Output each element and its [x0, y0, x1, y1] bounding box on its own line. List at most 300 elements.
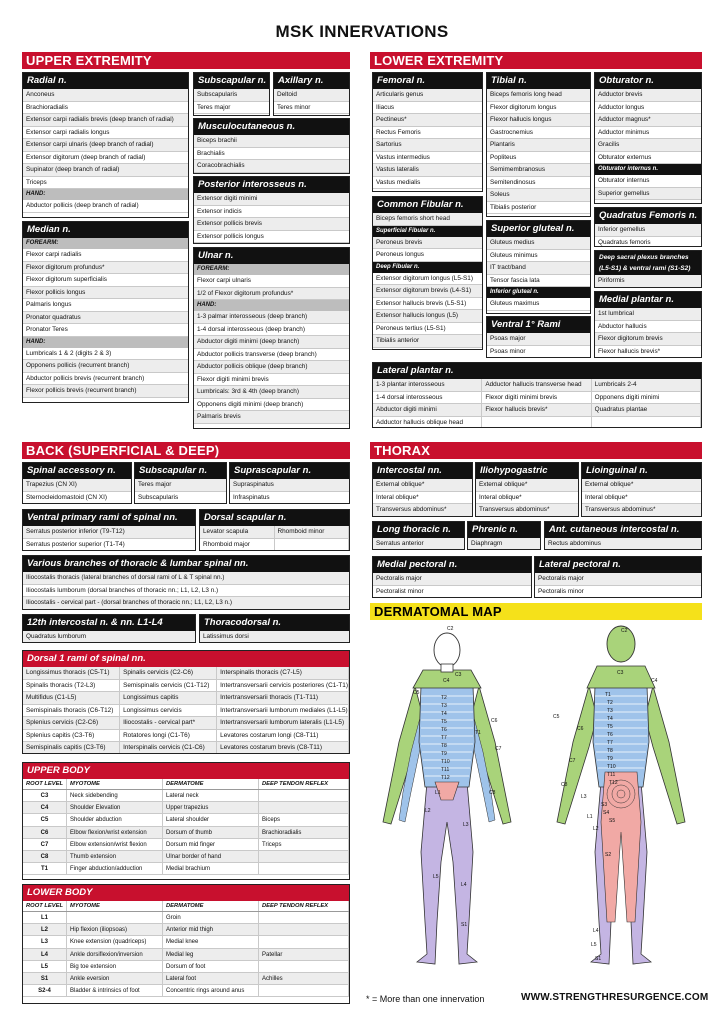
deep-sacral-box [594, 250, 702, 288]
list-item: Abductor digiti minimi [373, 404, 481, 417]
list-item: Spinalis cervicis (C2-C6) [120, 667, 216, 680]
list-item: Abductor pollicis transverse (deep branch) [194, 349, 349, 362]
dermatome-label: C4 [443, 678, 450, 684]
list-item: Flexor digiti minimi brevis [482, 392, 590, 405]
list-item: Extensor carpi radialis brevis (deep branch of radial) [23, 114, 188, 127]
list-item: Serratus anterior [373, 538, 464, 550]
ulnar-title: Ulnar n. [194, 248, 349, 264]
list-item: Popliteus [487, 152, 590, 165]
table-cell: S2-4 [23, 985, 67, 996]
sub-heading: HAND: [23, 189, 188, 200]
femoral-title: Femoral n. [373, 73, 482, 89]
sub-heading: HAND: [23, 337, 188, 348]
table-cell: Neck sidebending [67, 790, 163, 801]
list-item: Longissimus capitis [120, 692, 216, 705]
table-cell: Hip flexion (iliopsoas) [67, 924, 163, 935]
list-item: Rotatores longi (C1-T6) [120, 730, 216, 743]
lower-extremity-header: LOWER EXTREMITY [370, 52, 702, 69]
table-cell: Shoulder abduction [67, 814, 163, 825]
sub-heading: Inferior gluteal n. [487, 287, 590, 298]
list-item: Lumbricals: 3rd & 4th (deep branch) [194, 386, 349, 399]
table-cell: Lateral foot [163, 973, 259, 984]
dermatome-label: C6 [577, 726, 584, 732]
thoracodorsal-title: Thoracodorsal n. [200, 615, 349, 631]
list-item: Interspinalis thoracis (C7-L5) [217, 667, 348, 680]
list-item: Opponens digiti minimi [592, 392, 700, 405]
list-item: Biceps femoris long head [487, 89, 590, 102]
dermatome-label: T4 [607, 716, 613, 722]
list-item: Flexor digiti minimi brevis [194, 374, 349, 387]
dermatome-label: T12 [441, 775, 450, 781]
axillary-title: Axillary n. [274, 73, 349, 89]
list-item: Spinalis thoracis (T2-L3) [23, 680, 119, 693]
list-item: Semimembranosus [487, 164, 590, 177]
medial-pectoral-box [372, 556, 532, 598]
table-cell: Medial leg [163, 949, 259, 960]
spinal-accessory-box [22, 462, 132, 504]
fibular-title: Common Fibular n. [373, 197, 482, 213]
dermatome-label: T9 [441, 751, 447, 757]
list-item: Extensor hallucis longus (L5) [373, 310, 482, 323]
list-item: Teres major [194, 102, 269, 115]
lateral-plantar-box [372, 362, 702, 428]
table-row [23, 839, 349, 851]
table-row [23, 973, 349, 985]
list-item: Abductor pollicis brevis (recurrent branch) [23, 373, 188, 386]
column-header: DERMATOME [163, 779, 259, 789]
ventral-title: Ventral 1° Rami [487, 317, 590, 333]
back-subscapular-box [134, 462, 227, 504]
iliohypo-title: Iliohypogastric [476, 463, 578, 479]
column-header: DEEP TENDON REFLEX [259, 901, 349, 911]
iliohypogastric-box [475, 462, 579, 517]
table-cell: C5 [23, 814, 67, 825]
list-item: Pectineus* [373, 114, 482, 127]
list-item: Brachioradialis [23, 102, 188, 115]
table-cell [259, 961, 349, 972]
list-item: Extensor pollicis longus [194, 231, 349, 244]
list-item: Intertransversarii cervicis posteriores (C1-T1) [217, 680, 348, 693]
list-item: Obturator externus [595, 152, 701, 165]
list-item: Vastus medialis [373, 177, 482, 190]
dermatome-label: L5 [433, 874, 439, 880]
dermatome-label: T4 [441, 711, 447, 717]
list-item: Rhomboid minor [275, 526, 349, 539]
dermatome-label: C2 [447, 626, 454, 632]
list-item: Adductor magnus* [595, 114, 701, 127]
dermatome-label: C4 [651, 678, 658, 684]
table-cell [259, 924, 349, 935]
list-item: Levatores costarum brevis (C8-T11) [217, 742, 348, 754]
table-row [23, 827, 349, 839]
dermatome-label: S4 [603, 810, 610, 816]
dermatome-label: T6 [607, 732, 613, 738]
list-item: Teres minor [274, 102, 349, 115]
list-item: Gluteus minimus [487, 250, 590, 263]
list-item: Tibialis anterior [373, 335, 482, 348]
intercostal-box [372, 462, 473, 517]
list-item: Serratus posterior inferior (T9-T12) [23, 526, 195, 539]
list-item: Abductor digiti minimi (deep branch) [194, 336, 349, 349]
list-item: Iliacus [373, 102, 482, 115]
list-item: Extensor indicis [194, 206, 349, 219]
list-item: Adductor hallucis oblique head [373, 417, 481, 429]
list-item: Biceps brachii [194, 135, 349, 148]
list-item: Rhomboid major [200, 539, 274, 552]
medial-plantar-box [594, 291, 702, 358]
list-item: Trapezius (CN XI) [23, 479, 131, 492]
list-item: Semispinalis cervicis (C1-T12) [120, 680, 216, 693]
list-item: Pectoralist minor [373, 586, 531, 599]
superior-gluteal-box [486, 220, 591, 314]
table-cell: Upper trapezius [163, 802, 259, 813]
list-item: Infraspinatus [230, 492, 349, 505]
dermatome-label: T5 [607, 724, 613, 730]
list-item: Flexor digitorum longus [487, 102, 590, 115]
dermatome-label: L5 [591, 942, 597, 948]
dermatomal-map-figure [365, 622, 710, 984]
list-item: Pectoralis major [373, 573, 531, 586]
table-cell: Dorsum of foot [163, 961, 259, 972]
table-row [23, 961, 349, 973]
ventral-rami-box [486, 316, 591, 358]
dermatome-label: T5 [441, 719, 447, 725]
list-item: Latissimus dorsi [200, 631, 349, 643]
table-row [23, 790, 349, 802]
dorsal-rami-box [22, 650, 350, 754]
table-cell: Ankle dorsiflexion/inversion [67, 949, 163, 960]
list-item: Semispinalis thoracis (C6-T12) [23, 705, 119, 718]
median-nerve-box [22, 221, 189, 403]
list-item: Serratus posterior superior (T1-T4) [23, 539, 195, 552]
dermatome-label: C3 [455, 672, 462, 678]
sub-heading: FOREARM: [194, 264, 349, 275]
axillary-box [273, 72, 350, 116]
list-item: Inferior gemellus [595, 224, 701, 237]
list-item: Triceps [23, 177, 188, 190]
list-item: Tensor fascia lata [487, 275, 590, 288]
list-item: Extensor digiti minimi [194, 193, 349, 206]
list-item: Flexor pollicis brevis (recurrent branch) [23, 385, 188, 398]
various-branches-box [22, 555, 350, 610]
list-item: Coracobrachialis [194, 160, 349, 173]
footnote: * = More than one innervation [366, 994, 485, 1004]
obturator-title: Obturator n. [595, 73, 701, 89]
dermatome-label: S3 [601, 802, 608, 808]
dermatome-label: T10 [441, 759, 450, 765]
dermatome-label: S5 [609, 818, 616, 824]
list-item: Abductor pollicis (deep branch of radial) [23, 200, 188, 213]
dermatome-label: T11 [607, 772, 616, 778]
list-item: Extensor digitorum longus (L5-S1) [373, 273, 482, 286]
table-cell: L2 [23, 924, 67, 935]
column-header: ROOT LEVEL [23, 901, 67, 911]
dermatome-label: C7 [569, 758, 576, 764]
list-item: Lumbricals 2-4 [592, 379, 700, 392]
table-cell: Groin [163, 912, 259, 923]
list-item: Quadratus plantae [592, 404, 700, 417]
dermatome-label: L4 [593, 928, 599, 934]
dermatome-label: T1 [475, 730, 481, 736]
column-header: DEEP TENDON REFLEX [259, 779, 349, 789]
list-item: Peroneus tertius (L5-S1) [373, 323, 482, 336]
list-item: IT tract/band [487, 262, 590, 275]
dermatome-label: T2 [607, 700, 613, 706]
list-item: Pronator quadratus [23, 312, 188, 325]
table-row [23, 814, 349, 826]
dermatome-label: C7 [495, 746, 502, 752]
dermatomal-map-header: DERMATOMAL MAP [370, 603, 702, 620]
list-item: Palmaris brevis [194, 411, 349, 424]
dermatome-label: C2 [621, 628, 628, 634]
list-item: Extensor carpi radialis longus [23, 127, 188, 140]
ilioing-title: Lioinguinal n. [582, 463, 701, 479]
quadratus-femoris-box [594, 207, 702, 247]
lowerbody-title: LOWER BODY [23, 885, 349, 901]
list-item: Deltoid [274, 89, 349, 102]
latplant-title: Lateral plantar n. [373, 363, 701, 379]
ant-cutaneous-box [544, 521, 702, 550]
website-url[interactable]: WWW.STRENGTHRESURGENCE.COM [521, 992, 709, 1003]
dermatome-label: C8 [489, 790, 496, 796]
list-item: Levatores costarum longi (C8-T11) [217, 730, 348, 743]
table-cell: Ulnar border of hand [163, 851, 259, 862]
column-header: ROOT LEVEL [23, 779, 67, 789]
dermatome-label: L4 [461, 882, 467, 888]
suprascapular-box [229, 462, 350, 504]
list-item: Supinator (deep branch of radial) [23, 164, 188, 177]
table-cell: L5 [23, 961, 67, 972]
list-item: Tibialis posterior [487, 202, 590, 215]
table-cell [259, 985, 349, 996]
list-item: Iliocostalis lumborum (dorsal branches of thoracic nn.; L1, L2, L3 n.) [23, 585, 349, 598]
dermatome-label: S2 [605, 852, 612, 858]
table-cell: Ankle eversion [67, 973, 163, 984]
dermatome-label: T11 [441, 767, 450, 773]
table-cell: Thumb extension [67, 851, 163, 862]
list-item: Opponens digiti minimi (deep branch) [194, 399, 349, 412]
various-title: Various branches of thoracic & lumbar spinal nn. [23, 556, 349, 572]
list-item: Flexor carpi radialis [23, 249, 188, 262]
thorax-header: THORAX [370, 442, 702, 459]
list-item: Quadratus lumborum [23, 631, 195, 643]
list-item: Interal oblique* [373, 492, 472, 505]
list-item: 1-4 dorsal interosseous [373, 392, 481, 405]
table-row [23, 912, 349, 924]
list-item: 1-3 plantar interosseous [373, 379, 481, 392]
list-item: Palmaris longus [23, 299, 188, 312]
list-item: External oblique* [582, 479, 701, 492]
table-cell: Elbow extension/wrist flexion [67, 839, 163, 850]
list-item: Flexor hallucis brevis* [482, 404, 590, 417]
back-body-figure [557, 626, 685, 964]
list-item: Superior gemellus [595, 188, 701, 201]
table-cell: C7 [23, 839, 67, 850]
dermatome-label: C8 [561, 782, 568, 788]
list-item: Extensor digitorum (deep branch of radial) [23, 152, 188, 165]
medplant-title: Medial plantar n. [595, 292, 701, 308]
dermatome-label: T6 [441, 727, 447, 733]
sacral-title: Deep sacral plexus branches (L5-S1) & ventral rami (S1-S2) [595, 251, 701, 275]
upperbody-title: UPPER BODY [23, 763, 349, 779]
list-item: Iliocostalis - cervical part* [120, 717, 216, 730]
list-item: Vastus intermedius [373, 152, 482, 165]
list-item: Multifidus (C1-L5) [23, 692, 119, 705]
back-subscap-title: Subscapular n. [135, 463, 226, 479]
list-item: Psoas major [487, 333, 590, 346]
lower-body-table [22, 884, 350, 1004]
list-item: Gastrocnemius [487, 127, 590, 140]
table-cell [259, 851, 349, 862]
list-item: External oblique* [373, 479, 472, 492]
table-cell [259, 912, 349, 923]
dermatome-label: S1 [461, 922, 468, 928]
list-item: Brachialis [194, 148, 349, 161]
table-cell: Anterior mid thigh [163, 924, 259, 935]
dermatome-label: L3 [463, 822, 469, 828]
quadfem-title: Quadratus Femoris n. [595, 208, 701, 224]
table-cell: Medial brachium [163, 863, 259, 874]
list-item: Flexor carpi ulnaris [194, 275, 349, 288]
dermatome-label: T2 [441, 695, 447, 701]
list-item: 1/2 of Flexor digitorum profundus* [194, 288, 349, 301]
dermatome-label: L2 [425, 808, 431, 814]
list-item: Peroneus longus [373, 249, 482, 262]
posterior-title: Posterior interosseus n. [194, 177, 349, 193]
sub-heading: FOREARM: [23, 238, 188, 249]
list-item: Extensor pollicis brevis [194, 218, 349, 231]
table-cell: S1 [23, 973, 67, 984]
table-cell: Patellar [259, 949, 349, 960]
table-cell [67, 912, 163, 923]
list-item: Splenius capitis (C3-T6) [23, 730, 119, 743]
radial-title: Radial n. [23, 73, 188, 89]
dermatome-label: C6 [491, 718, 498, 724]
table-cell: C4 [23, 802, 67, 813]
list-item: Transversus abdominus* [373, 504, 472, 517]
list-item: Flexor digitorum brevis [595, 333, 701, 346]
list-item: Anconeus [23, 89, 188, 102]
femoral-box [372, 72, 483, 192]
dorsalscap-title: Dorsal scapular n. [200, 510, 349, 526]
list-item: Abductor pollicis oblique (deep branch) [194, 361, 349, 374]
sub-heading: HAND: [194, 300, 349, 311]
list-item: Lumbricals 1 & 2 (digits 2 & 3) [23, 348, 188, 361]
table-cell: Elbow flexion/wrist extension [67, 827, 163, 838]
list-item: Interal oblique* [476, 492, 578, 505]
list-item: Soleus [487, 189, 590, 202]
table-cell: Knee extension (quadriceps) [67, 936, 163, 947]
table-cell: Achilles [259, 973, 349, 984]
table-cell: Brachioradialis [259, 827, 349, 838]
dermatome-label: L2 [593, 826, 599, 832]
back-header: BACK (SUPERFICIAL & DEEP) [22, 442, 350, 459]
table-cell [259, 790, 349, 801]
list-item: Rectus abdominus [545, 538, 701, 550]
list-item: Flexor pollicis longus [23, 287, 188, 300]
column-header: DERMATOME [163, 901, 259, 911]
list-item: Teres major [135, 479, 226, 492]
table-cell: Big toe extension [67, 961, 163, 972]
upper-body-table [22, 762, 350, 880]
long-thoracic-box [372, 521, 465, 550]
supglut-title: Superior gluteal n. [487, 221, 590, 237]
dermatome-label: L1 [435, 790, 441, 796]
list-item: Flexor hallucis longus [487, 114, 590, 127]
list-item: Psoas minor [487, 346, 590, 359]
dermatome-label: C3 [617, 670, 624, 676]
list-item: Obturator internus [595, 175, 701, 188]
dermatome-label: L1 [587, 814, 593, 820]
list-item: Supraspinatus [230, 479, 349, 492]
page-title: MSK INNERVATIONS [275, 22, 449, 41]
list-item: Rectus Femoris [373, 127, 482, 140]
list-item: Flexor hallucis brevis* [595, 346, 701, 359]
list-item: 1-4 dorsal interosseous (deep branch) [194, 324, 349, 337]
12th-intercostal-box [22, 614, 196, 643]
table-cell: Bladder & intrinsics of foot [67, 985, 163, 996]
list-item: Piriformis [595, 275, 701, 288]
list-item: Longissimus cervicis [120, 705, 216, 718]
dermatome-label: S1 [595, 956, 602, 962]
list-item: Extensor hallucis brevis (L5-S1) [373, 298, 482, 311]
list-item: 1st lumbrical [595, 308, 701, 321]
list-item: Extensor carpi ulnaris (deep branch of radial) [23, 139, 188, 152]
upper-extremity-header: UPPER EXTREMITY [22, 52, 350, 69]
table-cell: Lateral neck [163, 790, 259, 801]
dermatome-label: T8 [441, 743, 447, 749]
list-item: Pronator Teres [23, 324, 188, 337]
table-row [23, 802, 349, 814]
list-item: Splenius cervicis (C2-C6) [23, 717, 119, 730]
dermatome-label: T10 [607, 764, 616, 770]
table-cell [259, 936, 349, 947]
list-item: Adductor minimus [595, 127, 701, 140]
table-cell: Dorsum mid finger [163, 839, 259, 850]
table-cell: Finger abduction/adduction [67, 863, 163, 874]
list-item: Subscapularis [135, 492, 226, 505]
list-item: Gluteus medius [487, 237, 590, 250]
list-item: Intertransversarii lumborum mediales (L1-L5) [217, 705, 348, 718]
table-cell [259, 863, 349, 874]
list-item: Diaphragm [468, 538, 540, 550]
list-item: Adductor longus [595, 102, 701, 115]
table-cell: T1 [23, 863, 67, 874]
table-row [23, 985, 349, 997]
list-item: Sternocleidomastoid (CN XI) [23, 492, 131, 505]
list-item: Subscapularis [194, 89, 269, 102]
ilioinguinal-box [581, 462, 702, 517]
table-row [23, 949, 349, 961]
common-fibular-box [372, 196, 483, 350]
table-cell: Medial knee [163, 936, 259, 947]
list-item: Flexor digitorum profundus* [23, 262, 188, 275]
table-cell: Biceps [259, 814, 349, 825]
ulnar-nerve-box [193, 247, 350, 429]
spinalacc-title: Spinal accessory n. [23, 463, 131, 479]
table-cell: Triceps [259, 839, 349, 850]
table-cell: C8 [23, 851, 67, 862]
list-item: Vastus lateralis [373, 164, 482, 177]
list-item: Semitendinosus [487, 177, 590, 190]
dermatome-label: T9 [607, 756, 613, 762]
table-cell: C3 [23, 790, 67, 801]
dorsal1-title: Dorsal 1 rami of spinal nn. [23, 651, 349, 667]
list-item: Abductor hallucis [595, 321, 701, 334]
list-item: Transversus abdominus* [476, 504, 578, 517]
list-item: Pectoralis major [535, 573, 701, 586]
list-item: Iliocostalis thoracis (lateral branches of dorsal rami of L & T spinal nn.) [23, 572, 349, 585]
